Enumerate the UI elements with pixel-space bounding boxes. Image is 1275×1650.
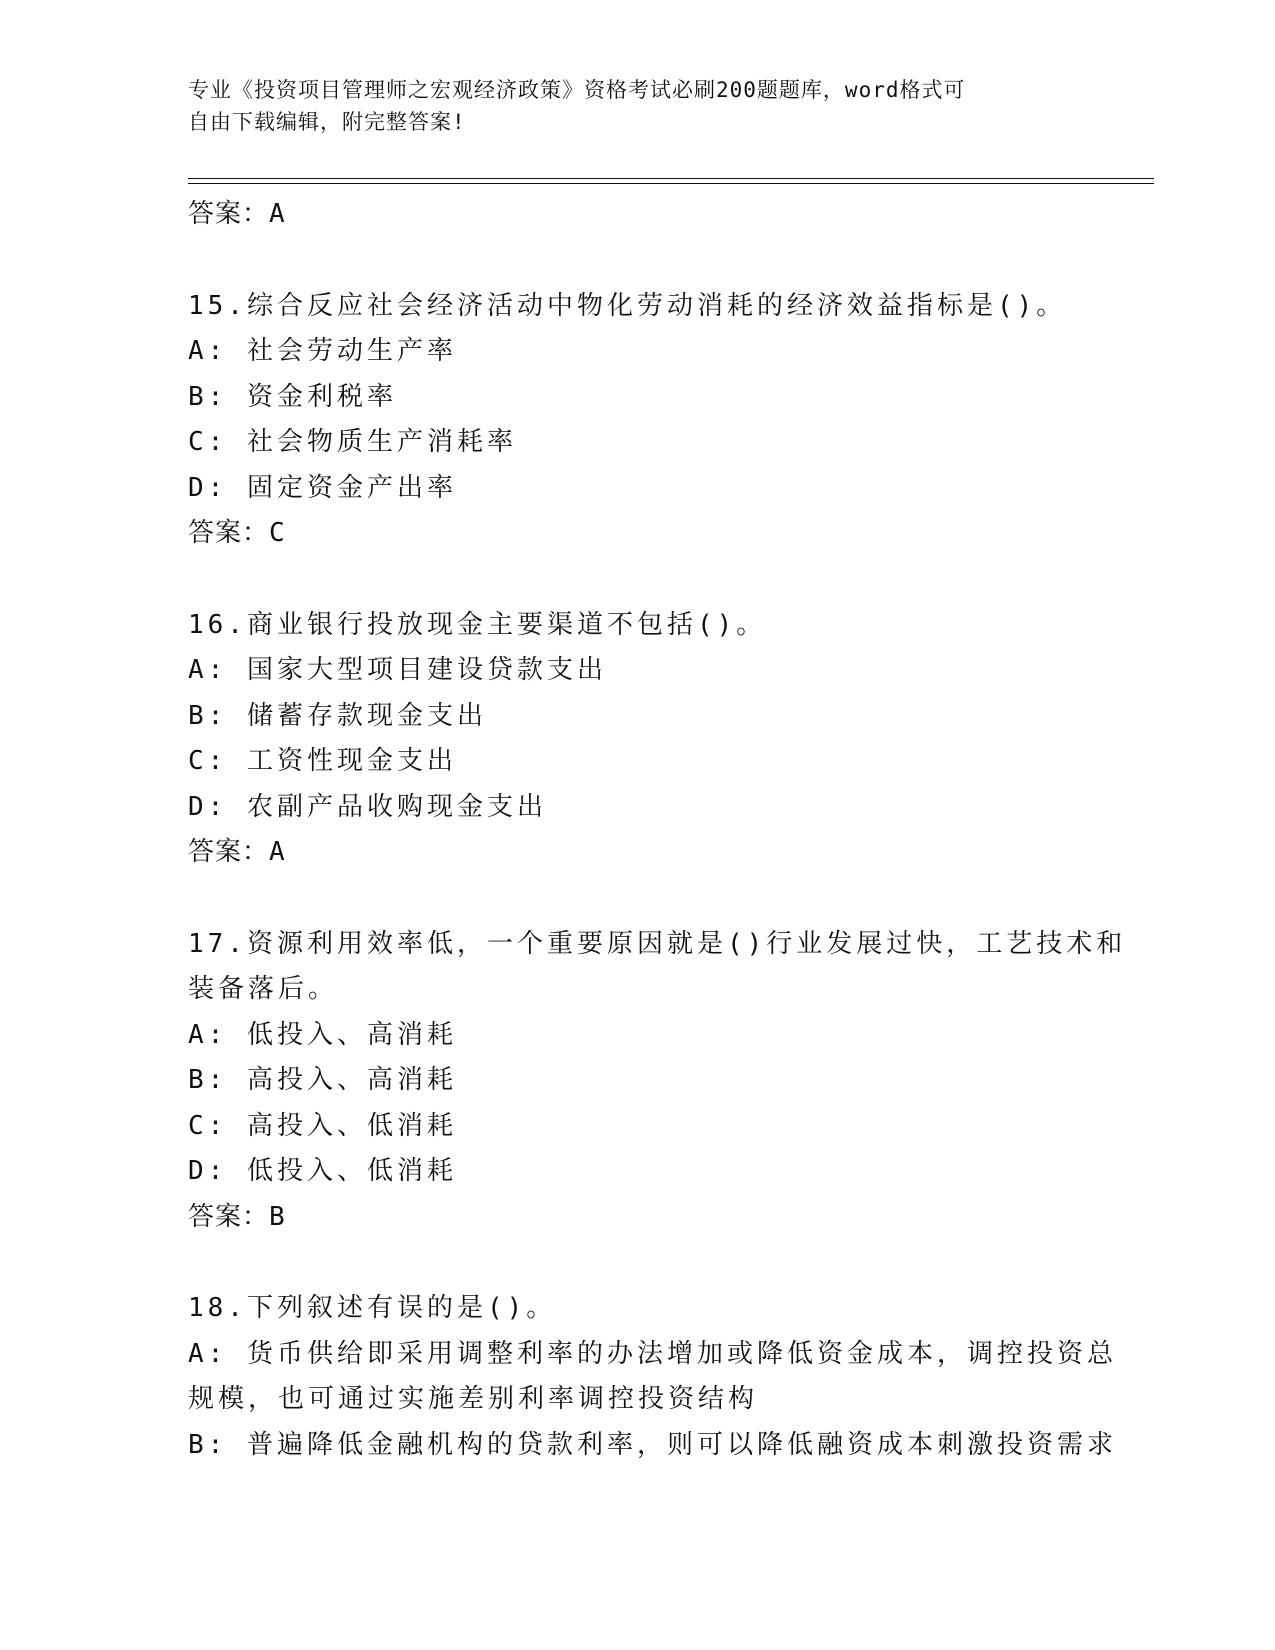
answer-line: 答案：A <box>188 199 286 229</box>
question-stem-continued: 装备落后。 <box>188 974 339 1004</box>
option-b: B: 普遍降低金融机构的贷款利率，则可以降低融资成本刺激投资需求 <box>188 1429 1117 1460</box>
option-a: A: 社会劳动生产率 <box>188 336 457 366</box>
question-block <box>188 922 1127 1241</box>
option-d: D: 低投入、低消耗 <box>188 1156 457 1186</box>
spacer <box>188 876 1088 922</box>
document-header <box>188 74 1088 138</box>
option-d: D: 农副产品收购现金支出 <box>188 791 547 822</box>
header-line-1: 专业《投资项目管理师之宏观经济政策》资格考试必刷200题题库，word格式可 <box>188 78 966 102</box>
document-body <box>188 192 1127 1468</box>
option-c: C: 高投入、低消耗 <box>188 1110 457 1141</box>
question-stem: 18.下列叙述有误的是()。 <box>188 1293 557 1323</box>
option-c: C: 工资性现金支出 <box>188 746 457 776</box>
question-stem: 15.综合反应社会经济活动中物化劳动消耗的经济效益指标是()。 <box>188 290 1067 321</box>
option-b: B: 储蓄存款现金支出 <box>188 700 487 731</box>
spacer <box>188 557 1088 603</box>
question-block <box>188 603 1088 876</box>
question-block <box>188 284 1088 557</box>
header-rule-double <box>188 183 1154 184</box>
option-b: B: 高投入、高消耗 <box>188 1065 457 1095</box>
option-a: A: 低投入、高消耗 <box>188 1019 457 1050</box>
option-b: B: 资金利税率 <box>188 381 397 412</box>
answer-line: 答案：A <box>188 837 286 867</box>
option-a-continued: 规模，也可通过实施差别利率调控投资结构 <box>188 1384 759 1414</box>
header-rule <box>188 178 1154 179</box>
option-a: A: 国家大型项目建设贷款支出 <box>188 655 607 685</box>
header-line-2: 自由下载编辑，附完整答案! <box>188 110 466 134</box>
spacer <box>188 1240 1088 1286</box>
question-stem: 16.商业银行投放现金主要渠道不包括()。 <box>188 609 767 640</box>
answer-line: 答案：C <box>188 518 286 548</box>
option-d: D: 固定资金产出率 <box>188 472 457 503</box>
spacer <box>188 238 1088 284</box>
question-stem: 17.资源利用效率低，一个重要原因就是()行业发展过快，工艺技术和 <box>188 928 1127 959</box>
answer-line: 答案：B <box>188 1201 286 1232</box>
option-c: C: 社会物质生产消耗率 <box>188 427 517 457</box>
question-block <box>188 1286 1117 1468</box>
option-a: A: 货币供给即采用调整利率的办法增加或降低资金成本，调控投资总 <box>188 1338 1117 1369</box>
